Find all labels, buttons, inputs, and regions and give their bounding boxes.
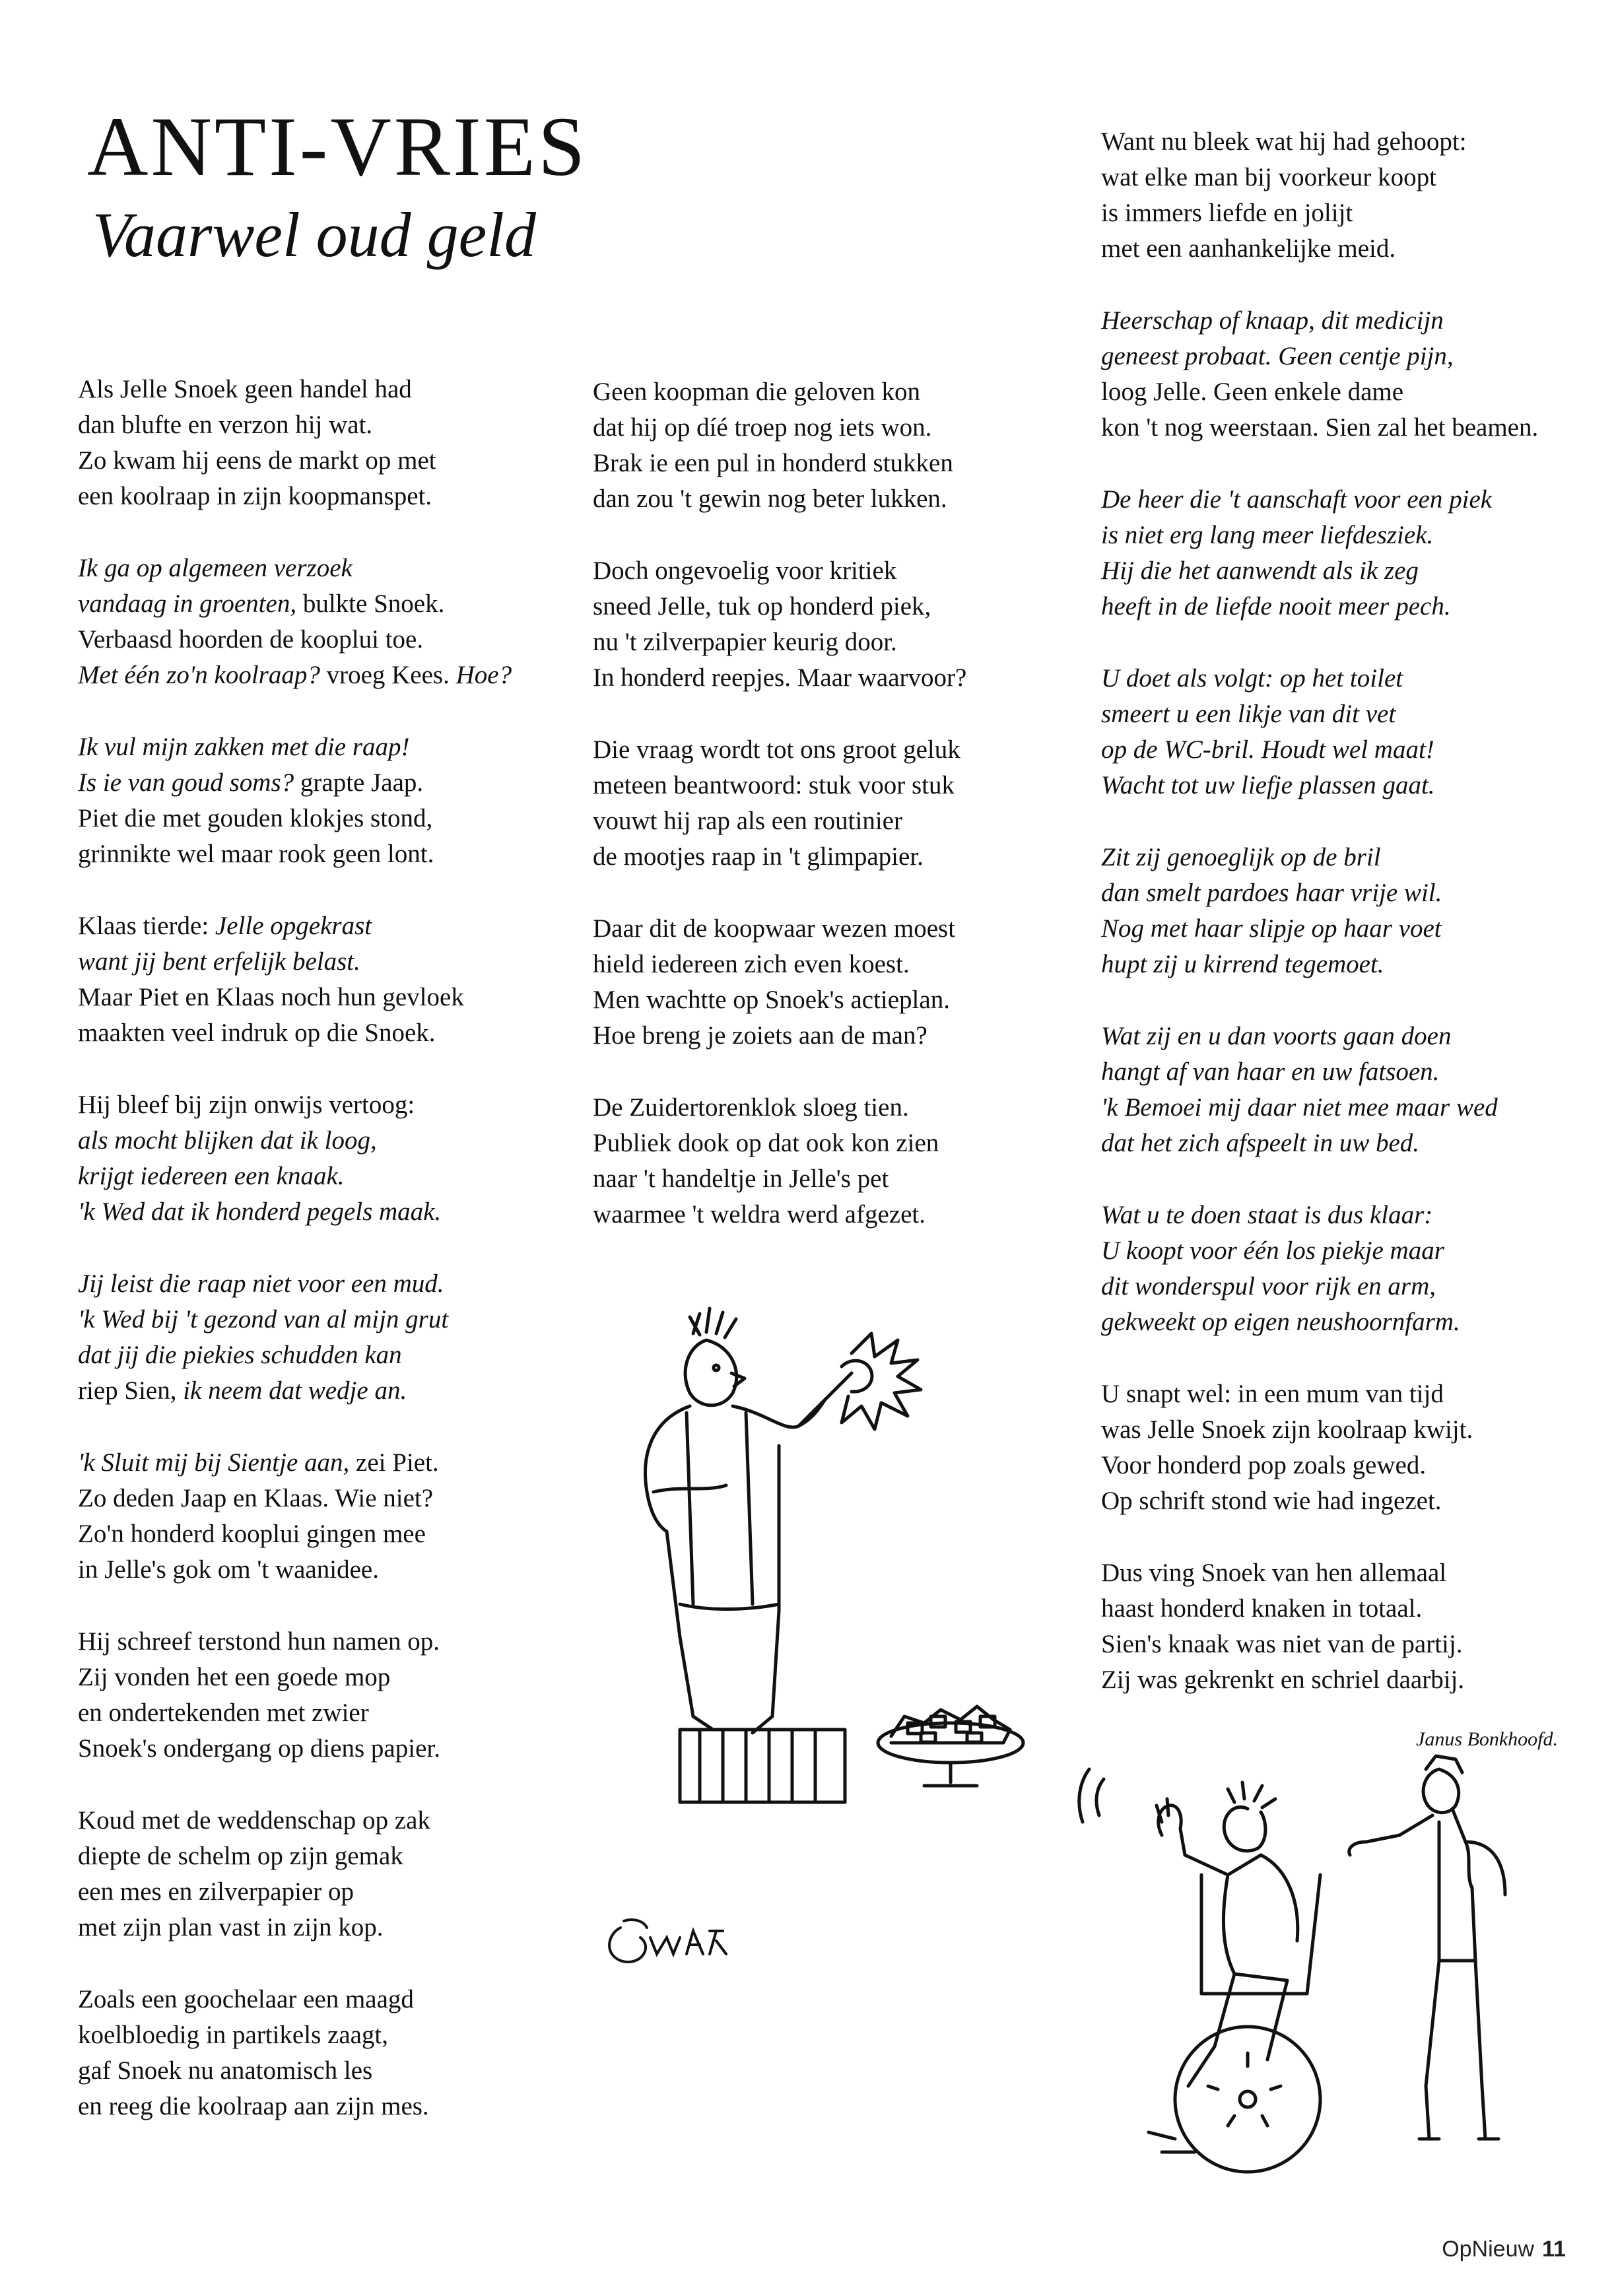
- poem-line: [78, 1839, 593, 1874]
- poem-line-segment: en reeg die koolraap aan zijn mes.: [78, 2092, 429, 2120]
- poem-line-segment: een mes en zilverpapier op: [78, 1877, 354, 1906]
- poem-line-segment: Maar Piet en Klaas noch hun gevloek: [78, 983, 464, 1011]
- poem-line-segment: U doet als volgt: op het toilet: [1101, 664, 1403, 692]
- poem-line-segment: Men wachtte op Snoek's actieplan.: [593, 986, 950, 1014]
- poem-line: [1101, 947, 1590, 982]
- poem-line-segment: riep Sien,: [78, 1376, 184, 1405]
- poem-line-segment: Wacht tot uw liefje plassen gaat.: [1101, 771, 1435, 799]
- poem-line: [78, 622, 593, 658]
- poem-line: [593, 911, 1068, 947]
- poem-line-segment: Doch ongevoelig voor kritiek: [593, 557, 897, 585]
- poem-line: [1101, 1198, 1590, 1233]
- poem-line-segment: Want nu bleek wat hij had gehoopt:: [1101, 127, 1467, 156]
- poem-line: [1101, 339, 1590, 374]
- publication-name: OpNieuw: [1442, 2237, 1535, 2262]
- man-selling-cartoon-icon: [581, 1294, 1030, 1809]
- poem-line-segment: Zij vonden het een goede mop: [78, 1663, 391, 1691]
- poem-line-segment: haast honderd knaken in totaal.: [1101, 1594, 1423, 1623]
- poem-line: [78, 1194, 593, 1230]
- poem-line-segment: Zit zij genoeglijk op de bril: [1101, 843, 1381, 871]
- poem-line-segment: een koolraap in zijn koopmanspet.: [78, 482, 432, 510]
- poem-line-segment: met zijn plan vast in zijn kop.: [78, 1913, 384, 1941]
- poem-line-segment: dit wonderspul voor rijk en arm,: [1101, 1272, 1436, 1300]
- poem-line: [78, 765, 593, 801]
- poem-line: [1101, 303, 1590, 339]
- poem-line: [1101, 482, 1590, 518]
- poem-stanza: [78, 372, 593, 514]
- poem-line: [593, 839, 1068, 875]
- poem-line-segment: loog Jelle. Geen enkele dame: [1101, 378, 1404, 406]
- poem-line-segment: Nog met haar slipje op haar voet: [1101, 914, 1442, 943]
- poem-line: [1101, 1126, 1590, 1161]
- poem-line: [78, 372, 593, 407]
- poem-line: [78, 1337, 593, 1373]
- page-footer: [1442, 2237, 1566, 2262]
- poem-line-segment: Brak ie een pul in honderd stukken: [593, 449, 953, 477]
- poem-line: [78, 1910, 593, 1945]
- poem-line: [1101, 768, 1590, 803]
- poem-line: [1101, 410, 1590, 446]
- poem-line-segment: Zo'n honderd kooplui gingen mee: [78, 1520, 426, 1548]
- poem-line: [78, 407, 593, 443]
- poem-line-segment: was Jelle Snoek zijn koolraap kwijt.: [1101, 1415, 1473, 1444]
- poem-line-segment: bulkte Snoek.: [296, 590, 445, 618]
- poem-line: [1101, 875, 1590, 911]
- poem-line: [78, 1803, 593, 1839]
- poem-line-segment: want jij bent erfelijk belast.: [78, 947, 360, 976]
- poem-line-segment: hield iedereen zich even koest.: [593, 950, 910, 978]
- poem-line-segment: Als Jelle Snoek geen handel had: [78, 375, 412, 403]
- poem-line-segment: wat elke man bij voorkeur koopt: [1101, 163, 1436, 191]
- poem-line-segment: 'k Sluit mij bij Sientje aan,: [78, 1448, 350, 1477]
- poem-line-segment: Hij schreef terstond hun namen op.: [78, 1627, 440, 1656]
- poem-line: [593, 1090, 1068, 1126]
- poem-line: [1101, 124, 1590, 160]
- poem-line: [1101, 911, 1590, 947]
- poem-line-segment: geneest probaat. Geen centje pijn,: [1101, 342, 1454, 370]
- poem-stanza: [78, 551, 593, 693]
- poem-line: [593, 732, 1068, 768]
- poem-line: [1101, 1269, 1590, 1304]
- poem-line: [78, 1015, 593, 1051]
- poem-line-segment: dat het zich afspeelt in uw bed.: [1101, 1129, 1420, 1157]
- poem-line-segment: Dus ving Snoek van hen allemaal: [1101, 1559, 1447, 1587]
- poem-line-segment: met een aanhankelijke meid.: [1101, 234, 1396, 263]
- poem-stanza: [1101, 1376, 1590, 1519]
- wheelchair-couple-cartoon-icon: [1069, 1743, 1571, 2178]
- poem-line-segment: kon 't nog weerstaan. Sien zal het beamen.: [1101, 413, 1539, 442]
- poem-line-segment: U snapt wel: in een mum van tijd: [1101, 1380, 1444, 1408]
- poem-line: [78, 1266, 593, 1302]
- poem-line-segment: in Jelle's gok om 't waanidee.: [78, 1555, 379, 1584]
- poem-line: [78, 980, 593, 1015]
- poem-stanza: [593, 374, 1068, 517]
- poem-line-segment: Sien's knaak was niet van de partij.: [1101, 1630, 1463, 1658]
- poem-stanza: [78, 1624, 593, 1767]
- poem-line: [593, 589, 1068, 625]
- poem-line: [78, 443, 593, 479]
- poem-line: [1101, 1483, 1590, 1519]
- artist-signature-icon: [594, 1901, 766, 1980]
- poem-line: [78, 836, 593, 872]
- poem-line-segment: 'k Wed bij 't gezond van al mijn grut: [78, 1305, 449, 1334]
- poem-line: [78, 1123, 593, 1159]
- poem-line: [78, 1660, 593, 1695]
- poem-line-segment: Zo kwam hij eens de markt op met: [78, 446, 436, 475]
- poem-line-segment: Wat u te doen staat is dus klaar:: [1101, 1201, 1433, 1229]
- poem-line: [78, 1552, 593, 1588]
- poem-line-segment: zei Piet.: [349, 1448, 439, 1477]
- poem-line-segment: Koud met de weddenschap op zak: [78, 1806, 430, 1835]
- poem-line-segment: Ik ga op algemeen verzoek: [78, 554, 353, 582]
- poem-line: [78, 1982, 593, 2017]
- poem-line: [1101, 1376, 1590, 1412]
- poem-stanza: [1101, 661, 1590, 803]
- poem-line-segment: ik neem dat wedje an.: [183, 1376, 407, 1405]
- poem-line-segment: hupt zij u kirrend tegemoet.: [1101, 950, 1384, 978]
- poem-line-segment: als mocht blijken dat ik loog,: [78, 1126, 377, 1155]
- poem-line-segment: Met één zo'n koolraap?: [78, 661, 320, 689]
- poem-line: [593, 768, 1068, 803]
- poem-stanza: [593, 1090, 1068, 1232]
- poem-line: [1101, 1019, 1590, 1054]
- poem-line: [1101, 518, 1590, 553]
- poem-line-segment: Zo deden Jaap en Klaas. Wie niet?: [78, 1484, 434, 1512]
- poem-line-segment: 'k Bemoei mij daar niet mee maar wed: [1101, 1093, 1498, 1122]
- poem-stanza: [1101, 482, 1590, 625]
- poem-line-segment: Hij bleef bij zijn onwijs vertoog:: [78, 1091, 415, 1119]
- poem-line: [1101, 231, 1590, 267]
- poem-column-3: [1101, 124, 1590, 1734]
- poem-line-segment: U koopt voor één los piekje maar: [1101, 1236, 1444, 1265]
- poem-line-segment: vouwt hij rap als een routinier: [593, 807, 902, 835]
- poem-line: [78, 1159, 593, 1194]
- poem-line-segment: De Zuidertorenklok sloeg tien.: [593, 1093, 909, 1122]
- poem-line-segment: koelbloedig in partikels zaagt,: [78, 2021, 389, 2049]
- poem-line-segment: dan zou 't gewin nog beter lukken.: [593, 485, 947, 513]
- poem-line: [78, 551, 593, 586]
- poem-line: [78, 479, 593, 514]
- poem-line-segment: 'k Wed dat ik honderd pegels maak.: [78, 1198, 442, 1226]
- poem-stanza: [78, 1266, 593, 1409]
- poem-line-segment: De heer die 't aanschaft voor een piek: [1101, 485, 1493, 514]
- poem-stanza: [78, 908, 593, 1051]
- poem-line: [78, 1624, 593, 1660]
- poem-line: [593, 982, 1068, 1018]
- poem-line-segment: gekweekt op eigen neushoornfarm.: [1101, 1308, 1460, 1336]
- poem-line-segment: Hoe breng je zoiets aan de man?: [593, 1021, 927, 1050]
- poem-line-segment: dat hij op díé troep nog iets won.: [593, 413, 932, 442]
- poem-stanza: [78, 1803, 593, 1945]
- poem-line: [1101, 732, 1590, 768]
- poem-stanza: [1101, 124, 1590, 267]
- page-title: ANTI-VRIES: [87, 100, 588, 193]
- poem-line-segment: Publiek dook op dat ook kon zien: [593, 1129, 939, 1157]
- poem-line-segment: smeert u een likje van dit vet: [1101, 700, 1396, 728]
- poem-line: [78, 1087, 593, 1123]
- poem-line-segment: grapte Jaap.: [294, 768, 424, 797]
- poem-line-segment: maakten veel indruk op die Snoek.: [78, 1019, 436, 1047]
- poem-line-segment: vandaag in groenten,: [78, 590, 297, 618]
- poem-line: [1101, 195, 1590, 231]
- poem-line: [593, 660, 1068, 696]
- poem-line: [78, 801, 593, 836]
- poem-line: [78, 1874, 593, 1910]
- poem-line: [1101, 1054, 1590, 1090]
- poem-line: [1101, 1591, 1590, 1627]
- poem-line: [1101, 661, 1590, 696]
- author-signature: Janus Bonkhoofd.: [1416, 1728, 1558, 1750]
- poem-line: [593, 1161, 1068, 1197]
- poem-line: [78, 729, 593, 765]
- page-number: 11: [1542, 2237, 1566, 2262]
- poem-stanza: [1101, 1198, 1590, 1340]
- poem-stanza: [78, 729, 593, 872]
- poem-line: [593, 625, 1068, 660]
- poem-stanza: [1101, 1555, 1590, 1698]
- poem-line-segment: Wat zij en u dan voorts gaan doen: [1101, 1022, 1452, 1050]
- poem-line-segment: Op schrift stond wie had ingezet.: [1101, 1487, 1442, 1515]
- poem-line: [78, 1481, 593, 1516]
- poem-line: [78, 2053, 593, 2089]
- poem-line: [78, 1731, 593, 1767]
- poem-line: [78, 1373, 593, 1409]
- poem-line-segment: Ik vul mijn zakken met die raap!: [78, 733, 410, 761]
- poem-line-segment: Klaas tierde:: [78, 912, 215, 940]
- poem-stanza: [78, 1087, 593, 1230]
- poem-line-segment: is immers liefde en jolijt: [1101, 199, 1353, 227]
- poem-line-segment: waarmee 't weldra werd afgezet.: [593, 1200, 926, 1229]
- poem-line: [78, 1302, 593, 1337]
- poem-line: [593, 553, 1068, 589]
- poem-line: [593, 1018, 1068, 1054]
- poem-line-segment: Zoals een goochelaar een maagd: [78, 1985, 414, 2013]
- poem-line: [78, 2089, 593, 2124]
- poem-stanza: [593, 732, 1068, 875]
- poem-line: [78, 944, 593, 980]
- poem-line-segment: en ondertekenden met zwier: [78, 1699, 369, 1727]
- poem-line-segment: Is ie van goud soms?: [78, 768, 294, 797]
- poem-line-segment: heeft in de liefde nooit meer pech.: [1101, 592, 1451, 621]
- poem-line-segment: hangt af van haar en uw fatsoen.: [1101, 1058, 1440, 1086]
- poem-line-segment: op de WC-bril. Houdt wel maat!: [1101, 735, 1434, 764]
- poem-line-segment: dan blufte en verzon hij wat.: [78, 411, 373, 439]
- poem-line: [1101, 1627, 1590, 1662]
- poem-line: [593, 446, 1068, 481]
- poem-stanza: [1101, 840, 1590, 982]
- poem-line-segment: Hij die het aanwendt als ik zeg: [1101, 557, 1419, 585]
- poem-line: [1101, 374, 1590, 410]
- poem-stanza: [78, 1445, 593, 1588]
- poem-line: [593, 803, 1068, 839]
- poem-stanza: [1101, 303, 1590, 446]
- poem-line-segment: dan smelt pardoes haar vrije wil.: [1101, 879, 1442, 907]
- poem-line: [593, 481, 1068, 517]
- poem-line-segment: Daar dit de koopwaar wezen moest: [593, 914, 956, 943]
- poem-stanza: [1101, 1019, 1590, 1161]
- poem-line: [1101, 1448, 1590, 1483]
- poem-line-segment: Hoe?: [455, 661, 512, 689]
- poem-line-segment: sneed Jelle, tuk op honderd piek,: [593, 592, 931, 621]
- poem-line-segment: vroeg Kees.: [320, 661, 456, 689]
- poem-line-segment: gaf Snoek nu anatomisch les: [78, 2056, 373, 2085]
- poem-column-1: [78, 372, 593, 2161]
- poem-line-segment: krijgt iedereen een knaak.: [78, 1162, 345, 1190]
- poem-line-segment: de mootjes raap in 't glimpapier.: [593, 842, 924, 871]
- poem-stanza: [593, 911, 1068, 1054]
- poem-line: [1101, 1233, 1590, 1269]
- poem-line: [1101, 1304, 1590, 1340]
- poem-line: [593, 374, 1068, 410]
- poem-line-segment: Heerschap of knaap, dit medicijn: [1101, 306, 1444, 335]
- poem-line: [593, 1126, 1068, 1161]
- page-subtitle: Vaarwel oud geld: [92, 199, 536, 270]
- poem-line: [78, 1516, 593, 1552]
- poem-line: [78, 586, 593, 622]
- poem-line-segment: Jij leist die raap niet voor een mud.: [78, 1269, 444, 1298]
- poem-line: [78, 658, 593, 693]
- poem-line-segment: Snoek's ondergang op diens papier.: [78, 1734, 440, 1763]
- poem-column-2: [593, 374, 1068, 1269]
- poem-line: [1101, 553, 1590, 589]
- poem-line: [1101, 696, 1590, 732]
- poem-line: [1101, 1662, 1590, 1698]
- poem-line: [593, 947, 1068, 982]
- poem-line: [1101, 1555, 1590, 1591]
- poem-line: [78, 908, 593, 944]
- poem-line: [593, 1197, 1068, 1232]
- poem-line-segment: Jelle opgekrast: [215, 912, 372, 940]
- poem-line: [1101, 1412, 1590, 1448]
- poem-line-segment: grinnikte wel maar rook geen lont.: [78, 840, 434, 868]
- poem-stanza: [593, 553, 1068, 696]
- poem-line-segment: Piet die met gouden klokjes stond,: [78, 804, 433, 832]
- poem-line: [1101, 840, 1590, 875]
- poem-line-segment: Zij was gekrenkt en schriel daarbij.: [1101, 1666, 1465, 1694]
- poem-line: [593, 410, 1068, 446]
- poem-line: [78, 2017, 593, 2053]
- poem-line: [78, 1695, 593, 1731]
- poem-line-segment: Voor honderd pop zoals gewed.: [1101, 1451, 1427, 1479]
- poem-line-segment: naar 't handeltje in Jelle's pet: [593, 1165, 889, 1193]
- poem-line: [1101, 1090, 1590, 1126]
- poem-stanza: [78, 1982, 593, 2124]
- poem-line: [78, 1445, 593, 1481]
- poem-line-segment: Geen koopman die geloven kon: [593, 378, 921, 406]
- poem-line-segment: diepte de schelm op zijn gemak: [78, 1842, 403, 1870]
- poem-line: [1101, 160, 1590, 195]
- poem-line-segment: In honderd reepjes. Maar waarvoor?: [593, 663, 967, 692]
- poem-line: [1101, 589, 1590, 625]
- poem-line-segment: meteen beantwoord: stuk voor stuk: [593, 771, 955, 799]
- poem-line-segment: Die vraag wordt tot ons groot geluk: [593, 735, 960, 764]
- poem-line-segment: nu 't zilverpapier keurig door.: [593, 628, 897, 656]
- poem-line-segment: Verbaasd hoorden de kooplui toe.: [78, 625, 424, 654]
- poem-line-segment: is niet erg lang meer liefdesziek.: [1101, 521, 1434, 549]
- poem-line-segment: dat jij die piekies schudden kan: [78, 1341, 402, 1369]
